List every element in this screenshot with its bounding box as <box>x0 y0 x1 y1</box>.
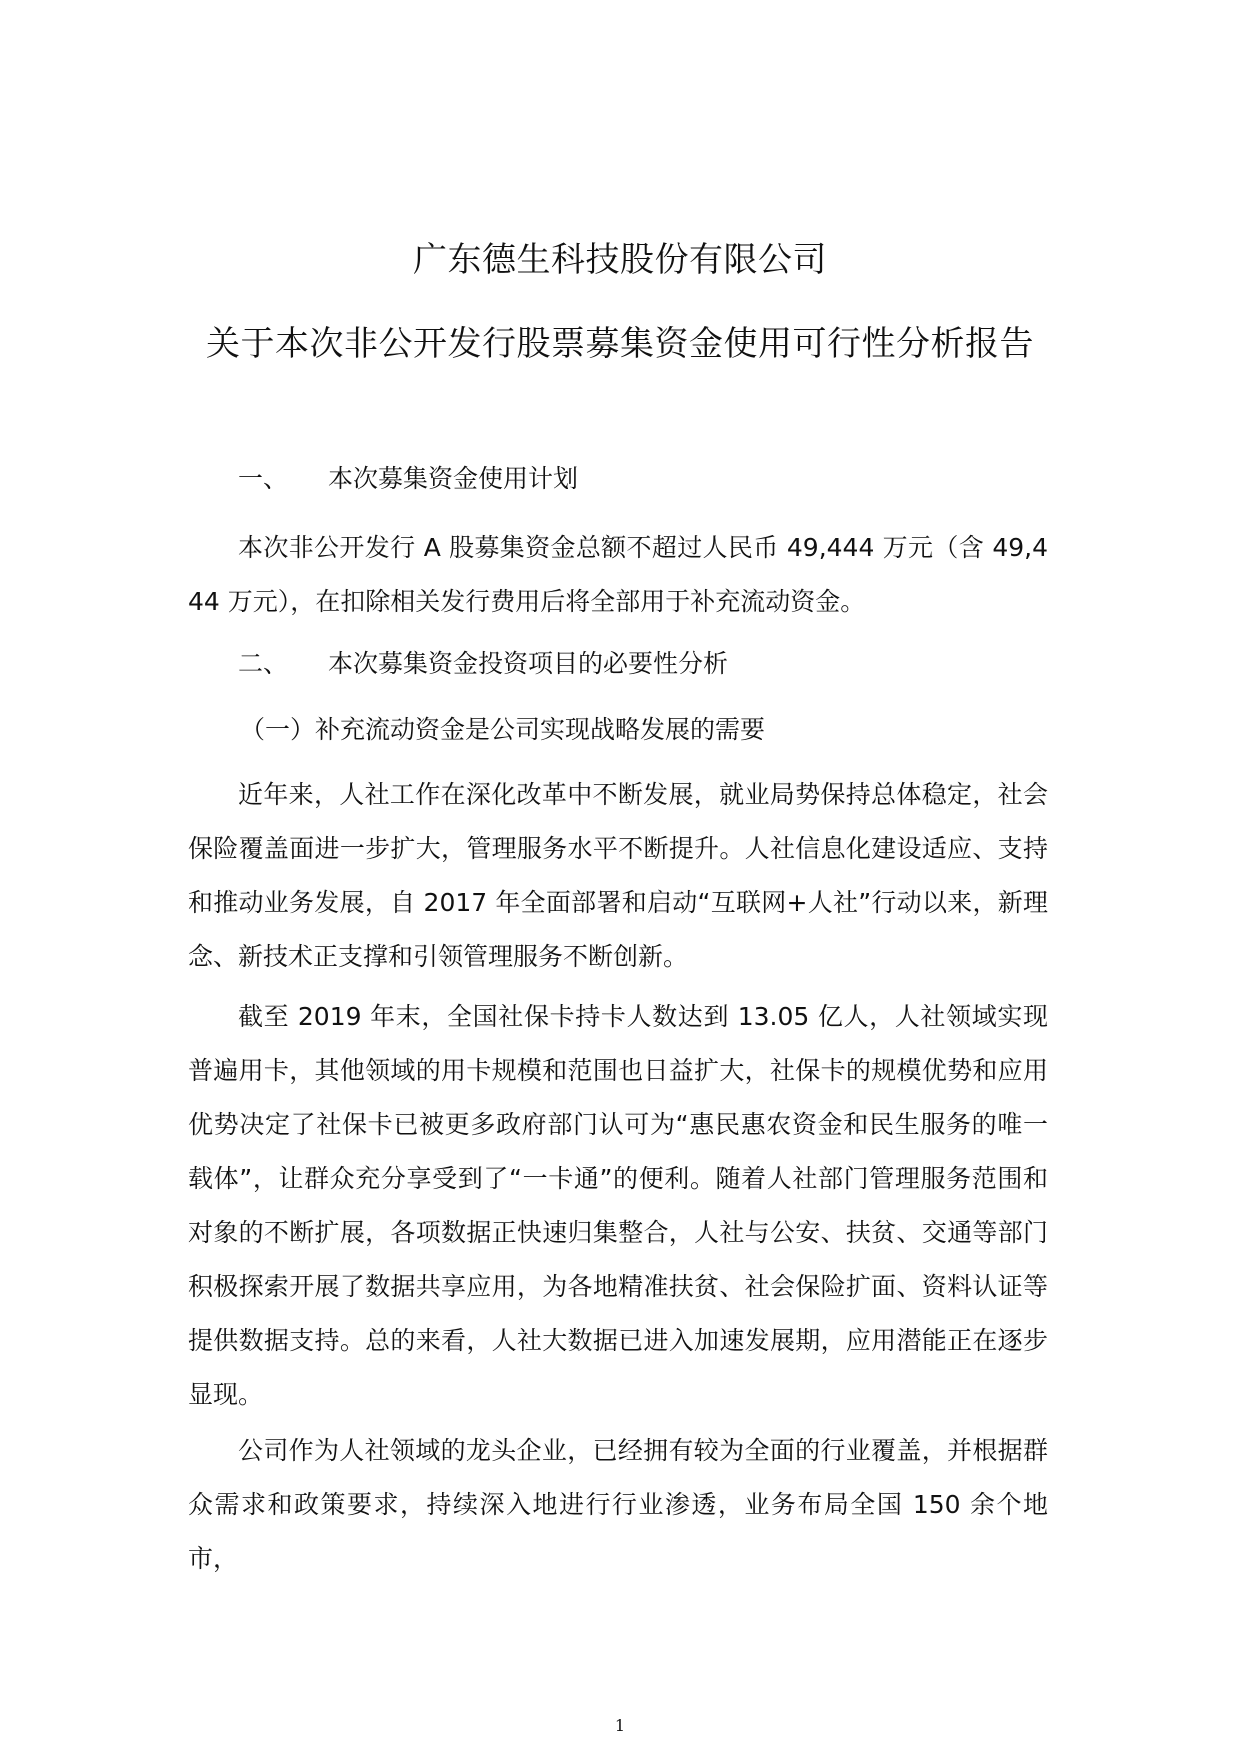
document-title-report: 关于本次非公开发行股票募集资金使用可行性分析报告 <box>206 324 1034 364</box>
paragraph-company-position: 公司作为人社领域的龙头企业，已经拥有较为全面的行业覆盖，并根据群众需求和政策要求，持续深入地进行行业渗透，业务布局全国 150 余个地市， <box>188 1436 1048 1573</box>
section-heading-1 <box>238 462 578 496</box>
section-heading-2 <box>238 647 728 681</box>
paragraph-industry-background: 近年来，人社工作在深化改革中不断发展，就业局势保持总体稳定，社会保险覆盖面进一步扩大，管理服务水平不断提升。人社信息化建设适应、支持和推动业务发展，自 2017 年全面部署和启动“互联网+人社”行动以来，新理念、新技术正支撑和引领管理服务不断创新。 <box>188 780 1048 971</box>
section-heading-text-1: 本次募集资金使用计划 <box>327 464 578 493</box>
section-number-2: 二、 <box>238 649 289 678</box>
page-number: 1 <box>614 1716 626 1735</box>
section-heading-text-2: 本次募集资金投资项目的必要性分析 <box>327 649 728 678</box>
paragraph-social-security-card: 截至 2019 年末，全国社保卡持卡人数达到 13.05 亿人，人社领域实现普遍用卡，其他领域的用卡规模和范围也日益扩大，社保卡的规模优势和应用优势决定了社保卡已被更多政府部门认可为“惠民惠农资金和民生服务的唯一载体”，让群众充分享受到了“一卡通”的便利。随着人社部门管理服务范围和对象的不断扩展，各项数据正快速归集整合，人社与公安、扶贫、交通等部门积极探索开展了数据共享应用，为各地精准扶贫、社会保险扩面、资料认证等提供数据支持。总的来看，人社大数据已进入加速发展期，应用潜能正在逐步显现。 <box>188 1002 1048 1409</box>
subsection-heading-1: （一）补充流动资金是公司实现战略发展的需要 <box>240 715 766 744</box>
paragraph-fund-plan: 本次非公开发行 A 股募集资金总额不超过人民币 49,444 万元（含 49,444 万元），在扣除相关发行费用后将全部用于补充流动资金。 <box>188 533 1048 616</box>
section-number-1: 一、 <box>238 464 289 493</box>
document-title-company: 广东德生科技股份有限公司 <box>413 240 827 280</box>
